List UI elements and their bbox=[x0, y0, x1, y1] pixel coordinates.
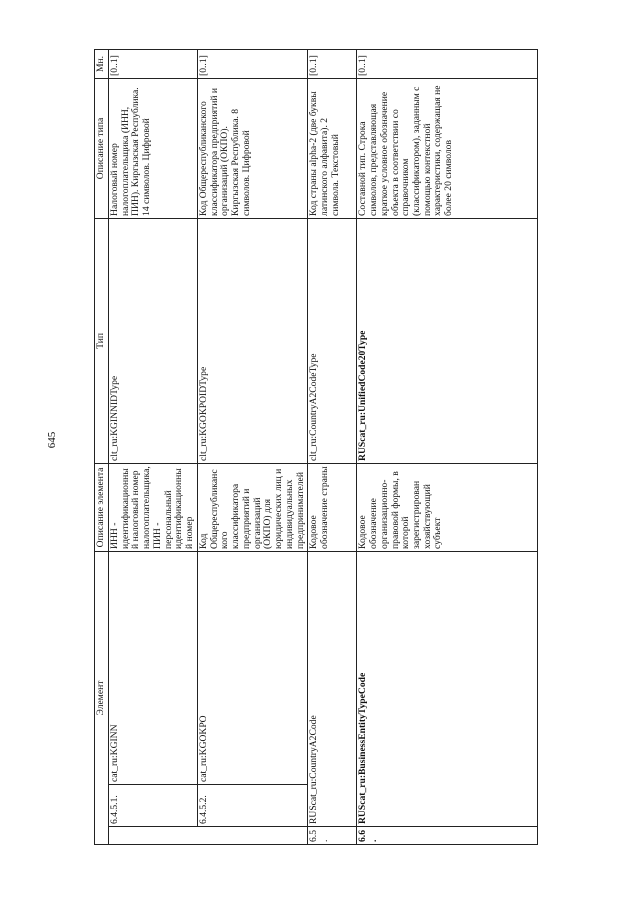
element-description: Кодовое обозначение страны bbox=[308, 463, 357, 551]
multiplicity: [0..1] bbox=[109, 49, 198, 78]
table-row bbox=[198, 49, 308, 844]
row-number bbox=[109, 827, 198, 845]
table-row bbox=[109, 49, 198, 844]
multiplicity: [0..1] bbox=[357, 49, 538, 78]
element-description: ИНН - идентификационный налоговый номер налогоплательщика, ПИН - персональный идентификационный номер bbox=[109, 463, 198, 551]
row-subnumber: 6.4.5.1. bbox=[109, 785, 198, 827]
rotated-table-container bbox=[94, 50, 508, 845]
element-specification-table bbox=[94, 49, 538, 845]
type-description: Код Общереспубликанского классификатора предприятий и организаций (ОКПО). Киргызская Республика. 8 символов. Цифровой bbox=[198, 78, 308, 218]
row-subnumber: 6.4.5.2. bbox=[198, 785, 308, 827]
element-type: clt_ru:CountryA2CodeType bbox=[308, 218, 357, 463]
header-type: Тип bbox=[95, 218, 109, 463]
type-description: Налоговый номер налогоплательщика (ИНН, ПИН). Киргызская Республика. 14 символов. Цифровой bbox=[109, 78, 198, 218]
element-type: clt_ru:KGINNIDType bbox=[109, 218, 198, 463]
type-description: Составной тип. Строка символов, представляющая краткое условное обозначение объекта в соответствии со справочником (классификатором), заданным с помощью контекстной характеристики, содержащая не более 20 символов bbox=[357, 78, 538, 218]
element-name: cat_ru:KGOKPO bbox=[198, 551, 308, 784]
header-element-desc: Описание элемента bbox=[95, 463, 109, 551]
element-description: Кодовое обозначение организационно-правовой формы, в которой зарегистрирован хозяйствующий субъект bbox=[357, 463, 538, 551]
multiplicity: [0..1] bbox=[198, 49, 308, 78]
element-type: RUScat_ru:UnifiedCode20Type bbox=[357, 218, 538, 463]
row-number: 6.6. bbox=[357, 827, 538, 845]
element-name: cat_ru:KGINN bbox=[109, 551, 198, 784]
element-name: RUScat_ru:CountryA2Code bbox=[308, 551, 357, 826]
element-name: RUScat_ru:BusinessEntityTypeCode bbox=[357, 551, 538, 826]
table-row bbox=[308, 49, 357, 844]
multiplicity: [0..1] bbox=[308, 49, 357, 78]
header-row bbox=[95, 49, 109, 844]
type-description: Код страны alpha-2 (две буквы латинского алфавита). 2 символа. Текстовый bbox=[308, 78, 357, 218]
row-number: 6.5. bbox=[308, 827, 357, 845]
table-row bbox=[357, 49, 538, 844]
element-description: Код Общереспубликанского классификатора предприятий и организаций (ОКПО) для юридических лиц и индивидуальных предпринимателей bbox=[198, 463, 308, 551]
page-number: 645 bbox=[46, 431, 58, 449]
row-number bbox=[198, 827, 308, 845]
header-mult: Мн. bbox=[95, 49, 109, 78]
header-element: Элемент bbox=[95, 551, 109, 844]
element-type: clt_ru:KGOKPOIDType bbox=[198, 218, 308, 463]
header-type-desc: Описание типа bbox=[95, 78, 109, 218]
